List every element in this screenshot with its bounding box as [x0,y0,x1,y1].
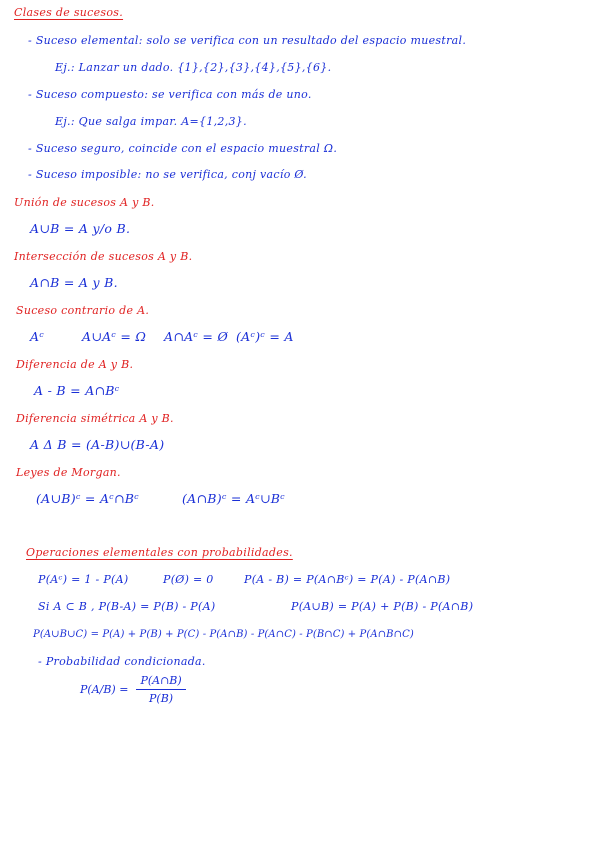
formula-union-tres: P(A∪B∪C) = P(A) + P(B) + P(C) - P(A∩B) - P(A∩C) - P(B∩C) + P(A∩B∩C) [33,629,414,640]
formula-interseccion: A∩B = A y B. [30,275,118,290]
formula-diferencia: A - B = A∩Bᶜ [34,383,120,398]
formula-union: A∪B = A y/o B. [30,221,131,236]
formula-morgan-1: (A∪B)ᶜ = Aᶜ∩Bᶜ [36,491,139,506]
line-suceso-compuesto: - Suceso compuesto: se verifica con más de uno. [28,88,312,101]
heading-diferencia-simetrica: Diferencia simétrica A y B. [16,412,174,425]
formula-contrario-2: A∪Aᶜ = Ω [82,329,147,344]
formula-contrario-4: (Aᶜ)ᶜ = A [236,329,294,344]
page-title: Clases de sucesos. [14,6,124,19]
formula-contrario-3: A∩Aᶜ = Ø [164,329,229,344]
formula-union-prob: P(A∪B) = P(A) + P(B) - P(A∩B) [291,600,474,613]
formula-diferencia-simetrica: A Δ B = (A-B)∪(B-A) [30,437,165,452]
heading-contrario: Suceso contrario de A. [16,304,150,317]
heading-diferencia: Diferencia de A y B. [16,358,134,371]
formula-condicionada-lhs: P(A/B) = [80,683,129,696]
formula-subconjunto: Si A ⊂ B , P(B-A) = P(B) - P(A) [38,600,216,613]
heading-union: Unión de sucesos A y B. [14,196,155,209]
formula-contrario-1: Aᶜ [30,329,45,344]
formula-diferencia-prob: P(A - B) = P(A∩Bᶜ) = P(A) - P(A∩B) [244,573,451,586]
fraction [136,674,185,705]
line-probabilidad-condicionada: - Probabilidad condicionada. [38,655,206,668]
formula-condicionada [80,674,186,705]
heading-operaciones: Operaciones elementales con probabilidades. [26,546,293,559]
heading-leyes-morgan: Leyes de Morgan. [16,466,121,479]
formula-complemento: P(Aᶜ) = 1 - P(A) [38,573,129,586]
line-suceso-elemental: - Suceso elemental: solo se verifica con un resultado del espacio muestral. [28,34,467,47]
formula-morgan-2: (A∩B)ᶜ = Aᶜ∪Bᶜ [182,491,285,506]
line-suceso-elemental-ejemplo: Ej.: Lanzar un dado. {1},{2},{3},{4},{5},{6}. [55,61,332,74]
line-suceso-compuesto-ejemplo: Ej.: Que salga impar. A={1,2,3}. [55,115,247,128]
fraction-denominator: P(B) [149,692,174,705]
line-suceso-imposible: - Suceso imposible: no se verifica, conj vacío Ø. [28,168,307,181]
fraction-numerator: P(A∩B) [136,674,185,690]
heading-interseccion: Intersección de sucesos A y B. [14,250,193,263]
formula-vacio: P(Ø) = 0 [163,573,214,586]
line-suceso-seguro: - Suceso seguro, coincide con el espacio muestral Ω. [28,142,338,155]
